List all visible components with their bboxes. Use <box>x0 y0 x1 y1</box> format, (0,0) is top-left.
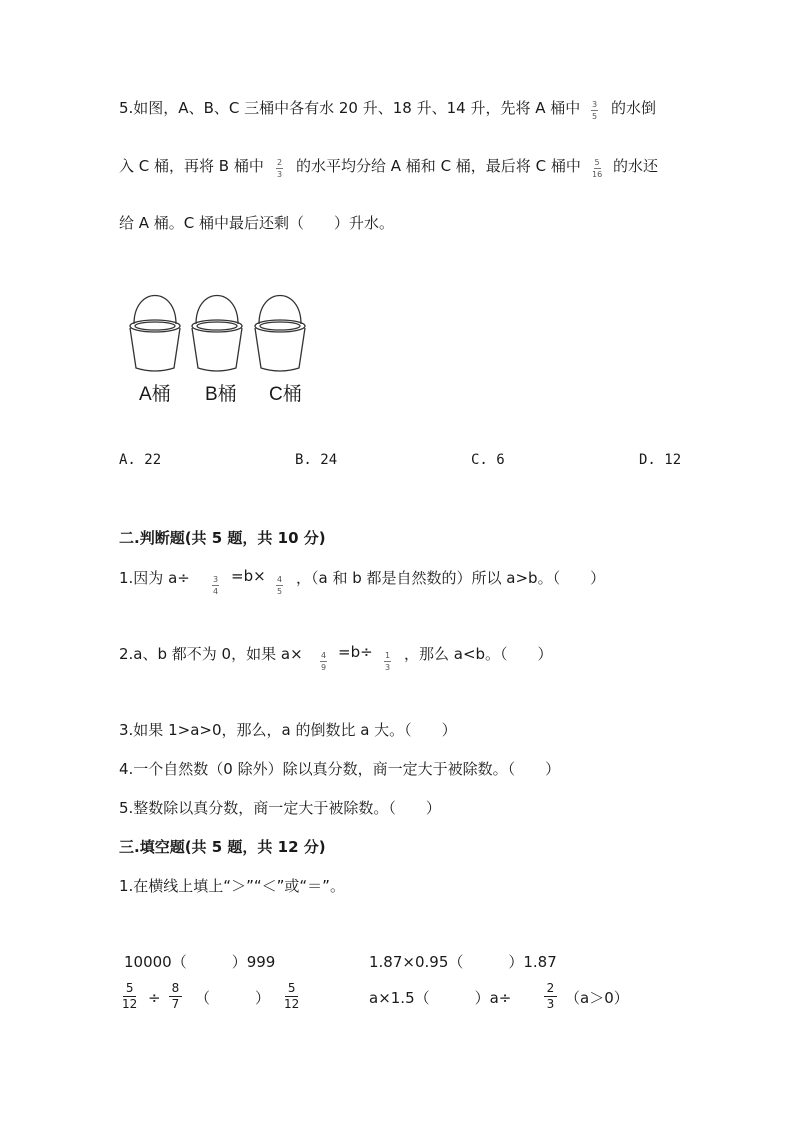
s3-row2-div: ÷ <box>148 989 161 1007</box>
fraction-5-12-b <box>284 982 299 1011</box>
frac-den: 3 <box>384 663 391 672</box>
s2-q2-start: 2.a、b 都不为 0，如果 a× <box>119 645 303 663</box>
bucket-label-b: B桶 <box>205 384 237 405</box>
fraction-2-3-b <box>544 982 557 1011</box>
s3-row2-paren: （ ） <box>195 989 271 1007</box>
s2-q5: 5.整数除以真分数，商一定大于被除数。（ ） <box>119 799 441 817</box>
option-c: C. 6 <box>471 452 505 468</box>
frac-num: 2 <box>546 981 555 995</box>
s2-q2-mid: =b÷ <box>338 643 373 661</box>
s2-q3: 3.如果 1>a>0，那么，a 的倒数比 a 大。（ ） <box>119 721 457 739</box>
q5-line3: 给 A 桶。C 桶中最后还剩（ ）升水。 <box>119 214 395 232</box>
frac-num: 1 <box>384 651 391 660</box>
s3-row2-right-start: a×1.5（ ）a÷ <box>369 989 512 1007</box>
bucket-c-icon <box>255 296 305 372</box>
q5-line2-start: 入 C 桶，再将 B 桶中 <box>119 157 264 175</box>
s2-q1-start: 1.因为 a÷ <box>119 569 190 587</box>
section2-title: 二.判断题(共 5 题，共 10 分) <box>119 529 326 547</box>
option-d: D. 12 <box>639 452 682 468</box>
frac-num: 5 <box>594 158 600 167</box>
bucket-a-icon <box>130 296 180 372</box>
s2-q2-end: ，那么 a<b。（ ） <box>404 645 553 663</box>
s2-q1-mid: =b× <box>231 567 266 585</box>
frac-num: 5 <box>125 981 134 995</box>
bucket-b-icon <box>192 296 242 372</box>
frac-den: 5 <box>591 112 598 121</box>
s3-row1-right: 1.87×0.95（ ）1.87 <box>369 953 557 971</box>
frac-num: 3 <box>212 575 219 584</box>
option-b: B. 24 <box>295 452 338 468</box>
s2-q1-end: ，（a 和 b 都是自然数的）所以 a>b。（ ） <box>296 569 606 587</box>
frac-num: 3 <box>591 100 598 109</box>
fraction-8-7 <box>169 982 182 1011</box>
frac-den: 12 <box>122 997 138 1011</box>
fraction-4-5 <box>276 575 283 596</box>
section3-title: 三.填空题(共 5 题，共 12 分) <box>119 838 326 856</box>
frac-den: 3 <box>276 170 283 179</box>
frac-num: 8 <box>171 981 180 995</box>
frac-den: 12 <box>284 997 300 1011</box>
option-a: A. 22 <box>119 452 162 468</box>
frac-den: 5 <box>276 587 283 596</box>
s3-q1: 1.在横线上填上“＞”“＜”或“＝”。 <box>119 877 345 895</box>
fraction-3-4 <box>212 575 219 596</box>
fraction-1-3 <box>384 651 391 672</box>
fraction-5-16 <box>592 158 602 179</box>
bucket-label-a: A桶 <box>139 384 171 405</box>
s3-row1-left: 10000（ ）999 <box>124 953 276 971</box>
frac-num: 4 <box>276 575 283 584</box>
q5-line2-end: 的水还 <box>613 157 659 175</box>
frac-den: 9 <box>320 663 327 672</box>
fraction-3-5 <box>591 100 598 121</box>
s2-q4: 4.一个自然数（0 除外）除以真分数，商一定大于被除数。（ ） <box>119 760 561 778</box>
frac-num: 5 <box>287 981 296 995</box>
fraction-2-3 <box>276 158 283 179</box>
bucket-label-c: C桶 <box>269 384 302 405</box>
frac-den: 4 <box>212 587 219 596</box>
frac-den: 16 <box>592 170 603 179</box>
frac-num: 4 <box>320 651 327 660</box>
fraction-4-9 <box>320 651 327 672</box>
frac-num: 2 <box>276 158 283 167</box>
q5-line1-end: 的水倒 <box>611 99 657 117</box>
frac-den: 7 <box>171 997 180 1011</box>
s3-row2-right-end: （a＞0） <box>565 989 629 1007</box>
fraction-5-12-a <box>122 982 137 1011</box>
frac-den: 3 <box>546 997 555 1011</box>
q5-line1: 5.如图，A、B、C 三桶中各有水 20 升、18 升、14 升，先将 A 桶中 <box>119 99 581 117</box>
q5-line2-mid: 的水平均分给 A 桶和 C 桶，最后将 C 桶中 <box>296 157 581 175</box>
buckets-illustration <box>120 290 320 374</box>
